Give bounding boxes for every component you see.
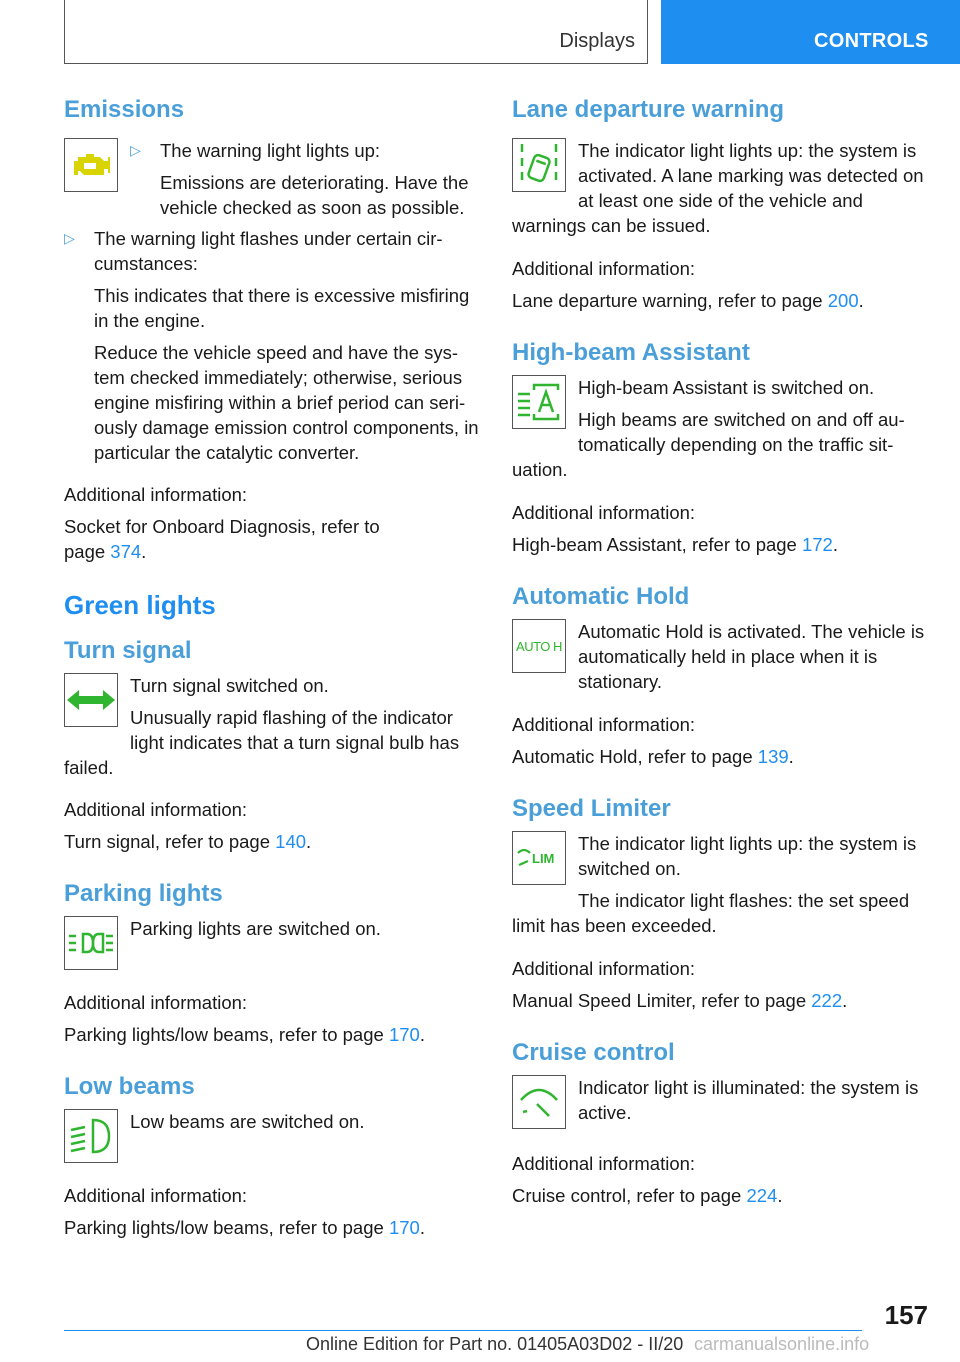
lane-departure-additional-info: Additional information: xyxy=(512,258,696,279)
low-beams-reference: Parking lights/low beams, refer to page 170. xyxy=(64,1217,425,1238)
bullet-marker: ▷ xyxy=(64,230,75,246)
turn-signal-text-1: Turn signal switched on. xyxy=(130,675,329,696)
low-beams-block xyxy=(64,1109,480,1167)
emissions-bullet-2-line: The warning light flashes under certain cir-cumstances: xyxy=(94,228,443,274)
automatic-hold-block xyxy=(512,619,932,694)
right-column xyxy=(512,96,932,1208)
high-beam-page-link[interactable]: 172 xyxy=(801,534,833,555)
auto-hold-icon xyxy=(512,619,566,673)
parking-lights-heading: Parking lights xyxy=(64,880,223,907)
parking-lights-icon xyxy=(64,916,118,970)
cruise-control-icon xyxy=(512,1075,566,1129)
emissions-bullet-1-text: Emissions are deteriorating. Have the vehicle checked as soon as possible. xyxy=(160,172,469,218)
lane-departure-icon xyxy=(512,138,566,192)
high-beam-text-1: High-beam Assistant is switched on. xyxy=(578,377,875,398)
low-beams-additional-info: Additional information: xyxy=(64,1185,248,1206)
parking-lights-block xyxy=(64,916,480,974)
emissions-bullet-2 xyxy=(64,226,480,465)
bullet-marker: ▷ xyxy=(130,142,141,158)
auto-hold-icon-text: AUTO H xyxy=(516,638,562,654)
emissions-bullet-1: The warning light lights up: xyxy=(160,140,381,161)
parking-lights-page-link[interactable]: 170 xyxy=(388,1024,420,1045)
speed-limiter-reference: Manual Speed Limiter, refer to page 222. xyxy=(512,990,848,1011)
emissions-page-link[interactable]: 374 xyxy=(110,541,142,562)
cruise-control-heading: Cruise control xyxy=(512,1039,675,1066)
speed-limiter-additional-info: Additional information: xyxy=(512,958,696,979)
speed-limiter-page-link[interactable]: 222 xyxy=(811,990,843,1011)
chapter-label: CONTROLS xyxy=(814,30,929,52)
emissions-bullet-2-text-2: Reduce the vehicle speed and have the sys-tem checked immediately; otherwise, serious engine misfiring within a brief period can seri-ously damage emission control components, in particular the catalytic converter. xyxy=(94,342,479,463)
edition-text: Online Edition for Part no. 01405A03D02 - II/20 xyxy=(306,1334,684,1354)
lane-departure-reference: Lane departure warning, refer to page 200. xyxy=(512,290,864,311)
cruise-control-additional-info: Additional information: xyxy=(512,1153,696,1174)
parking-lights-additional-info: Additional information: xyxy=(64,992,248,1013)
lane-departure-heading: Lane departure warning xyxy=(512,96,785,123)
speed-limiter-icon xyxy=(512,831,566,885)
automatic-hold-additional-info: Additional information: xyxy=(512,714,696,735)
page-number: 157 xyxy=(884,1300,928,1330)
high-beam-reference: High-beam Assistant, refer to page 172. xyxy=(512,534,838,555)
chapter-tab[interactable] xyxy=(661,0,960,64)
automatic-hold-reference: Automatic Hold, refer to page 139. xyxy=(512,746,794,767)
low-beams-page-link[interactable]: 170 xyxy=(388,1217,420,1238)
turn-signal-page-link[interactable]: 140 xyxy=(275,831,307,852)
high-beam-text-2: High beams are switched on and off au-tomatically depending on the traffic sit-uation. xyxy=(512,409,905,480)
high-beam-additional-info: Additional information: xyxy=(512,502,696,523)
speed-limiter-block xyxy=(512,831,932,938)
parking-lights-text-1: Parking lights are switched on. xyxy=(130,918,381,939)
green-lights-heading: Green lights xyxy=(64,590,216,620)
automatic-hold-page-link[interactable]: 139 xyxy=(757,746,789,767)
low-beams-icon xyxy=(64,1109,118,1163)
left-column xyxy=(64,96,480,1240)
cruise-control-text-1: Indicator light is illuminated: the system is active. xyxy=(578,1077,919,1123)
parking-lights-reference: Parking lights/low beams, refer to page 170. xyxy=(64,1024,425,1045)
cruise-control-reference: Cruise control, refer to page 224. xyxy=(512,1185,783,1206)
turn-signal-heading: Turn signal xyxy=(64,637,192,664)
high-beam-assistant-icon xyxy=(512,375,566,429)
emissions-additional-info: Additional information: xyxy=(64,484,248,505)
engine-warning-icon xyxy=(64,138,118,192)
emissions-block xyxy=(64,138,480,220)
emissions-reference: Socket for Onboard Diagnosis, refer to page 374. xyxy=(64,516,380,562)
automatic-hold-text-1: Automatic Hold is activated. The vehicle is automatically held in place when it is stationary. xyxy=(578,621,925,692)
automatic-hold-heading: Automatic Hold xyxy=(512,583,690,610)
speed-limiter-text-1: The indicator light lights up: the system is switched on. xyxy=(578,833,917,879)
footer-divider xyxy=(64,1330,862,1331)
lane-departure-block xyxy=(512,138,932,238)
speed-limiter-icon-text: LIM xyxy=(532,850,555,866)
header-box xyxy=(64,0,648,64)
turn-signal-block xyxy=(64,673,480,780)
high-beam-heading: High-beam Assistant xyxy=(512,339,750,366)
emissions-bullet-2-text-1: This indicates that there is excessive misfiring in the engine. xyxy=(94,285,470,331)
cruise-control-page-link[interactable]: 224 xyxy=(746,1185,778,1206)
turn-signal-icon xyxy=(64,673,118,727)
low-beams-text-1: Low beams are switched on. xyxy=(130,1111,365,1132)
high-beam-block xyxy=(512,375,932,482)
speed-limiter-text-2: The indicator light flashes: the set speed limit has been exceeded. xyxy=(512,890,910,936)
turn-signal-reference: Turn signal, refer to page 140. xyxy=(64,831,312,852)
section-title: Displays xyxy=(559,30,635,52)
lane-departure-text-1: The indicator light lights up: the system is activated. A lane marking was detected on at least one side of the vehicle and warnings can be issued. xyxy=(512,140,924,236)
turn-signal-additional-info: Additional information: xyxy=(64,799,248,820)
cruise-control-block xyxy=(512,1075,932,1133)
emissions-heading: Emissions xyxy=(64,96,185,123)
low-beams-heading: Low beams xyxy=(64,1073,195,1100)
speed-limiter-heading: Speed Limiter xyxy=(512,795,671,822)
turn-signal-text-2: Unusually rapid flashing of the indicator light indicates that a turn signal bulb has failed. xyxy=(64,707,460,778)
lane-departure-page-link[interactable]: 200 xyxy=(827,290,859,311)
watermark: carmanualsonline.info xyxy=(694,1334,870,1354)
